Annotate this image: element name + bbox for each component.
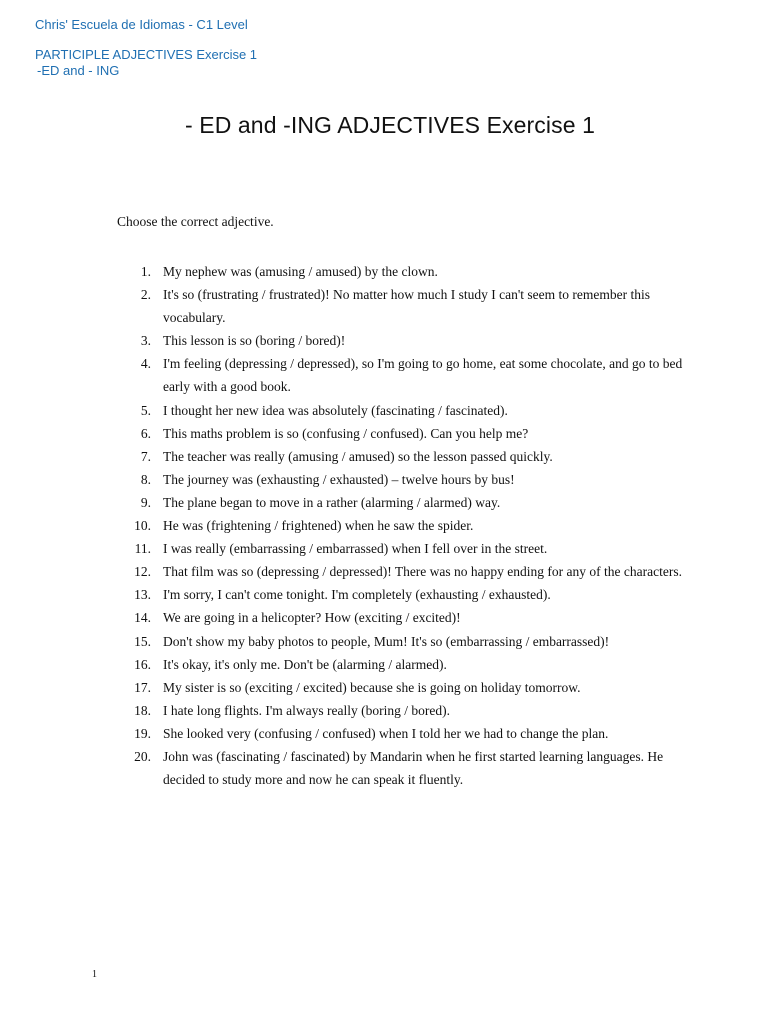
item-number: 8. — [140, 471, 151, 487]
exercise-item — [117, 583, 687, 606]
item-text: It's okay, it's only me. Don't be (alarming / alarmed). — [163, 656, 447, 672]
exercise-item — [117, 399, 687, 422]
item-number: 4. — [140, 356, 151, 372]
item-text: I was really (embarrassing / embarrassed) when I fell over in the street. — [163, 541, 548, 557]
exercise-list — [117, 260, 687, 791]
exercise-item — [117, 260, 687, 283]
exercise-item — [117, 329, 687, 352]
item-text: I thought her new idea was absolutely (fascinating / fascinated). — [163, 402, 508, 418]
exercise-item — [117, 606, 687, 629]
exercise-item — [117, 491, 687, 514]
exercise-item — [117, 676, 687, 699]
item-text: Don't show my baby photos to people, Mum! It's so (embarrassing / embarrassed)! — [163, 633, 610, 649]
item-number: 6. — [140, 425, 151, 441]
item-number: 20. — [134, 748, 151, 764]
item-number: 11. — [134, 541, 151, 557]
item-text: I'm feeling (depressing / depressed), so I'm going to go home, eat some chocolate, and go to bed early with a good book. — [163, 356, 683, 395]
exercise-item — [117, 560, 687, 583]
school-name: Chris' Escuela de Idiomas - C1 Level — [35, 17, 248, 32]
item-text: The plane began to move in a rather (alarming / alarmed) way. — [163, 494, 501, 510]
item-number: 19. — [134, 725, 151, 741]
item-number: 9. — [140, 494, 151, 510]
item-number: 5. — [140, 402, 151, 418]
exercise-item — [117, 745, 687, 791]
item-number: 1. — [140, 264, 151, 279]
item-text: I'm sorry, I can't come tonight. I'm completely (exhausting / exhausted). — [163, 587, 551, 603]
exercise-item — [117, 699, 687, 722]
item-number: 2. — [140, 287, 151, 303]
exercise-item — [117, 630, 687, 653]
topic-line: PARTICIPLE ADJECTIVES Exercise 1 — [35, 47, 258, 62]
item-text: The journey was (exhausting / exhausted) – twelve hours by bus! — [163, 471, 515, 487]
item-number: 14. — [134, 610, 151, 626]
item-text: My nephew was (amusing / amused) by the clown. — [163, 264, 438, 279]
exercise-item — [117, 445, 687, 468]
item-text: He was (frightening / frightened) when he saw the spider. — [163, 518, 474, 534]
item-text: We are going in a helicopter? How (exciting / excited)! — [163, 610, 461, 626]
item-text: She looked very (confusing / confused) when I told her we had to change the plan. — [163, 725, 609, 741]
item-number: 17. — [134, 679, 151, 695]
page-title: - ED and -ING ADJECTIVES Exercise 1 — [185, 112, 595, 138]
exercise-item — [117, 283, 687, 329]
exercise-instruction: Choose the correct adjective. — [117, 214, 274, 229]
exercise-item — [117, 537, 687, 560]
item-number: 18. — [134, 702, 151, 718]
exercise-item — [117, 514, 687, 537]
exercise-item — [117, 653, 687, 676]
exercise-item — [117, 352, 687, 398]
item-text: I hate long flights. I'm always really (boring / bored). — [163, 702, 450, 718]
exercise-item — [117, 468, 687, 491]
exercise-item — [117, 722, 687, 745]
item-text: John was (fascinating / fascinated) by Mandarin when he first started learning languages. He decided to study more and now he can speak it fluently. — [163, 748, 664, 788]
document-header — [35, 17, 257, 79]
item-number: 15. — [134, 633, 151, 649]
item-number: 10. — [134, 518, 151, 534]
item-text: This lesson is so (boring / bored)! — [163, 333, 346, 349]
page-number: 1 — [92, 969, 97, 980]
item-text: It's so (frustrating / frustrated)! No matter how much I study I can't seem to remember this vocabulary. — [163, 287, 650, 326]
item-number: 12. — [134, 564, 151, 580]
item-text: This maths problem is so (confusing / confused). Can you help me? — [163, 425, 529, 441]
item-text: That film was so (depressing / depressed)! There was no happy ending for any of the characters. — [163, 564, 682, 580]
item-number: 13. — [134, 587, 151, 603]
item-text: The teacher was really (amusing / amused) so the lesson passed quickly. — [163, 448, 553, 464]
item-text: My sister is so (exciting / excited) because she is going on holiday tomorrow. — [163, 679, 581, 695]
exercise-item — [117, 422, 687, 445]
subtopic-line: -ED and - ING — [37, 63, 120, 78]
item-number: 16. — [134, 656, 151, 672]
item-number: 3. — [140, 333, 151, 349]
item-number: 7. — [140, 448, 151, 464]
